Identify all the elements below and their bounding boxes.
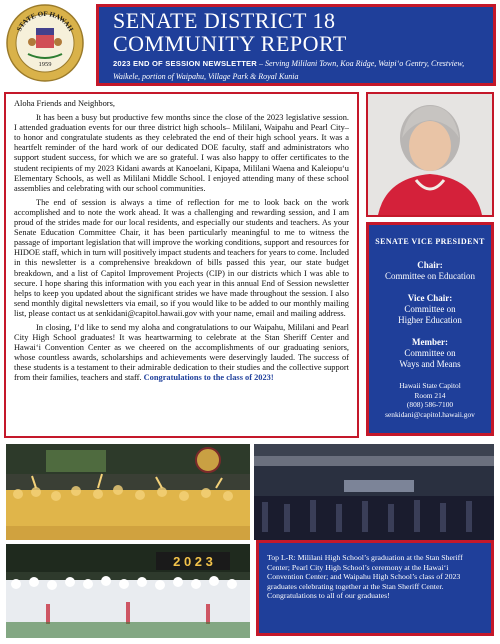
congrats-text: Congratulations to the class of 2023! — [143, 373, 274, 383]
photo-mililani-graduation — [6, 444, 250, 540]
member-label: Member: — [412, 337, 448, 347]
office-contact: Hawaii State Capitol Room 214 (808) 586-7100 senkidani@capitol.hawaii.gov — [369, 381, 491, 419]
photo-banner-year: 2 0 2 3 — [173, 554, 213, 569]
contact-email[interactable]: senkidani@capitol.hawaii.gov — [385, 409, 475, 419]
letter-paragraph-2: The end of session is always a time of reflection for me to look back on the work accomplished and to note the work ahead. It was a challenging and rewarding session, and I am proud of the strides made for our local residents, and especially our students and teachers. As your Senate Education Committee Chair, it has been particularly meaningful to me to witness the passage of important legislation that will improve the working conditions, support and resources for HIDOE staff, which in turn will positively impact students and teachers for years to come. Included in this newsletter is a comprehensive breakdown of bills passed this year, our state budget breakdown, and a list of Capitol Improvement Projects (CIP) in our districts which I was able to secure. I hope sharing this information with you each year in this annual End of Session newsletter helps to keep you updated about the significant strides we have made throughout the session. I also send monthly digital newsletters via email, so if you would like to be added to our monthly mailing list, please contact us at senkidani@capitol.hawaii.gov with your name, email and mailing address. — [14, 197, 349, 318]
member-value: Committee on Ways and Means — [399, 348, 461, 369]
svg-text:1959: 1959 — [38, 61, 52, 68]
state-seal-icon — [6, 4, 84, 82]
vice-chair-label: Vice Chair: — [407, 293, 453, 303]
letter-paragraph-3: In closing, I’d like to send my aloha and congratulations to our Waipahu, Mililani and Pearl City High School graduates! It was heartwarming to celebrate at the Stan Sheriff Center and Hawai‘i Convention Center as we cheered on the accomplishments of our graduating seniors, whose countless awards, scholarships and achievements were deservingly lauded. The success of these students is a testament to their admirable dedication to their studies and the collective support from their families, teachers and staff. Congratulations to the class of 2023! — [14, 322, 349, 383]
photo-waipahu-graduation — [6, 544, 250, 638]
photo-caption: Top L-R: Mililani High School’s graduation at the Stan Sheriff Center; Pearl City High School’s ceremony at the Hawai‘i Convention Center; and Waipahu High School’s class of 2023 graduates celebrating together at the Stan Sheriff Center. Congratulations to all of our graduates! — [256, 540, 494, 636]
chair-value: Committee on Education — [385, 271, 475, 281]
newsletter-label: 2023 END OF SESSION NEWSLETTER — [113, 59, 257, 68]
header-banner — [96, 4, 496, 86]
serving-areas: – Serving Mililani Town, Koa Ridge, Waipi‘o Gentry, Crestview, Waikele, portion of Waipahu, Village Park & Royal Kunia — [113, 59, 465, 81]
committee-sidebar — [366, 222, 494, 436]
chair-label: Chair: — [417, 260, 443, 270]
letter-box — [4, 92, 359, 438]
newsletter-subtitle — [113, 57, 493, 83]
letter-greeting: Aloha Friends and Neighbors, — [14, 99, 115, 108]
senator-portrait — [366, 92, 494, 217]
vice-chair-value: Committee on Higher Education — [398, 304, 462, 325]
photo-pearl-city-graduation — [254, 444, 494, 540]
page-title: SENATE DISTRICT 18 COMMUNITY REPORT — [113, 8, 347, 56]
portrait-image — [368, 94, 492, 215]
letter-paragraph-1: It has been a busy but productive few months since the close of the 2023 legislative session. I attended graduation events for our three district high schools– Mililani, Waipahu and Pearl City–to honor and congratulate students as they celebrated the end of their high school years. It was a heartfelt reminder of the hard work of our dedicated DOE faculty, staff and administrators who support student success, for which we are so grateful. I was also happy to offer certificates to the student recipients of my 2023 Kidani awards at Kanoelani, Kipapa, Mililani Waena and Kaleiopu‘u Elementary Schools, as well as Mililani Middle School. I enjoyed attending many of these school assemblies and celebrating with our school communities. — [14, 113, 349, 193]
header — [0, 0, 500, 88]
svg-text:STATE OF HAWAII: STATE OF HAWAII — [15, 9, 75, 33]
sidebar-heading: SENATE VICE PRESIDENT — [375, 237, 485, 246]
